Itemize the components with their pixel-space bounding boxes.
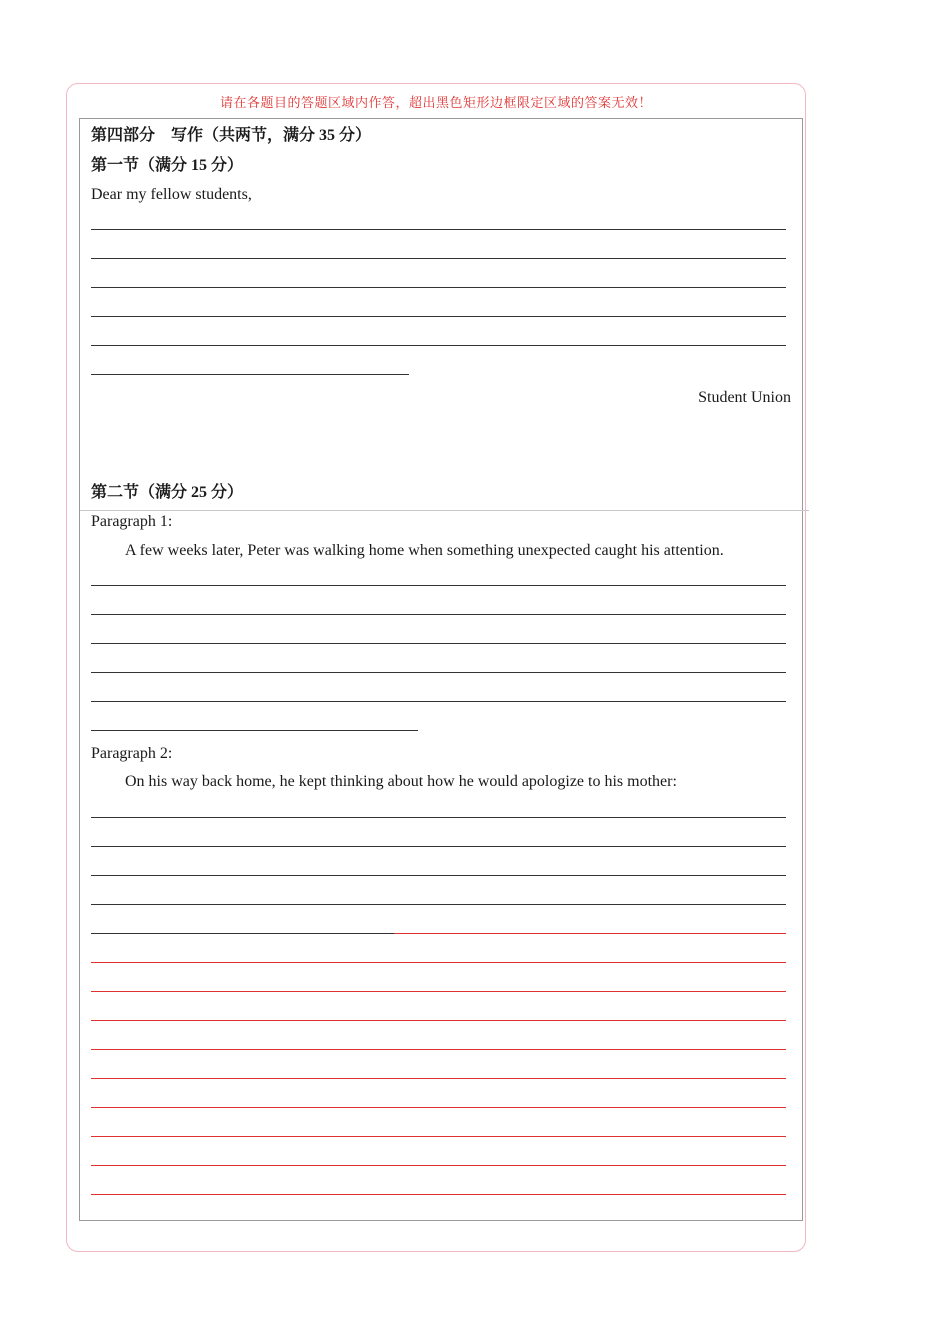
answer-line-red[interactable]: [91, 1107, 786, 1108]
answer-line[interactable]: [91, 846, 786, 847]
section1-title: 第一节（满分 15 分）: [91, 157, 244, 174]
answer-line[interactable]: [91, 345, 786, 346]
answer-line[interactable]: [91, 933, 394, 934]
answer-line-red[interactable]: [91, 1194, 786, 1195]
section-divider: [80, 510, 809, 511]
answer-line[interactable]: [91, 904, 786, 905]
answer-line[interactable]: [91, 672, 786, 673]
answer-line[interactable]: [91, 316, 786, 317]
paragraph1-prompt: A few weeks later, Peter was walking home when something unexpected caught his attention.: [125, 542, 724, 559]
answer-line[interactable]: [91, 229, 786, 230]
answer-line-red[interactable]: [91, 1078, 786, 1079]
answer-line[interactable]: [91, 374, 409, 375]
paragraph2-prompt: On his way back home, he kept thinking about how he would apologize to his mother:: [125, 773, 677, 790]
part-title: 第四部分 写作（共两节，满分 35 分）: [91, 127, 372, 144]
answer-area-notice: 请在各题目的答题区域内作答，超出黑色矩形边框限定区域的答案无效！: [219, 95, 652, 110]
answer-line-red[interactable]: [394, 933, 786, 934]
section2-title: 第二节（满分 25 分）: [91, 484, 244, 501]
answer-line[interactable]: [91, 817, 786, 818]
answer-line-red[interactable]: [91, 962, 786, 963]
answer-line[interactable]: [91, 730, 418, 731]
answer-line[interactable]: [91, 875, 786, 876]
paragraph1-label: Paragraph 1:: [91, 513, 173, 530]
answer-line-red[interactable]: [91, 1165, 786, 1166]
answer-line-red[interactable]: [91, 991, 786, 992]
answer-line[interactable]: [91, 643, 786, 644]
answer-line[interactable]: [91, 585, 786, 586]
answer-line[interactable]: [91, 614, 786, 615]
answer-line[interactable]: [91, 701, 786, 702]
answer-line-red[interactable]: [91, 1020, 786, 1021]
answer-line-red[interactable]: [91, 1136, 786, 1137]
answer-line[interactable]: [91, 287, 786, 288]
signature: Student Union: [698, 389, 791, 406]
salutation: Dear my fellow students,: [91, 186, 252, 203]
paragraph2-label: Paragraph 2:: [91, 745, 173, 762]
answer-line-red[interactable]: [91, 1049, 786, 1050]
answer-line[interactable]: [91, 258, 786, 259]
answer-area-frame: [79, 118, 803, 1221]
